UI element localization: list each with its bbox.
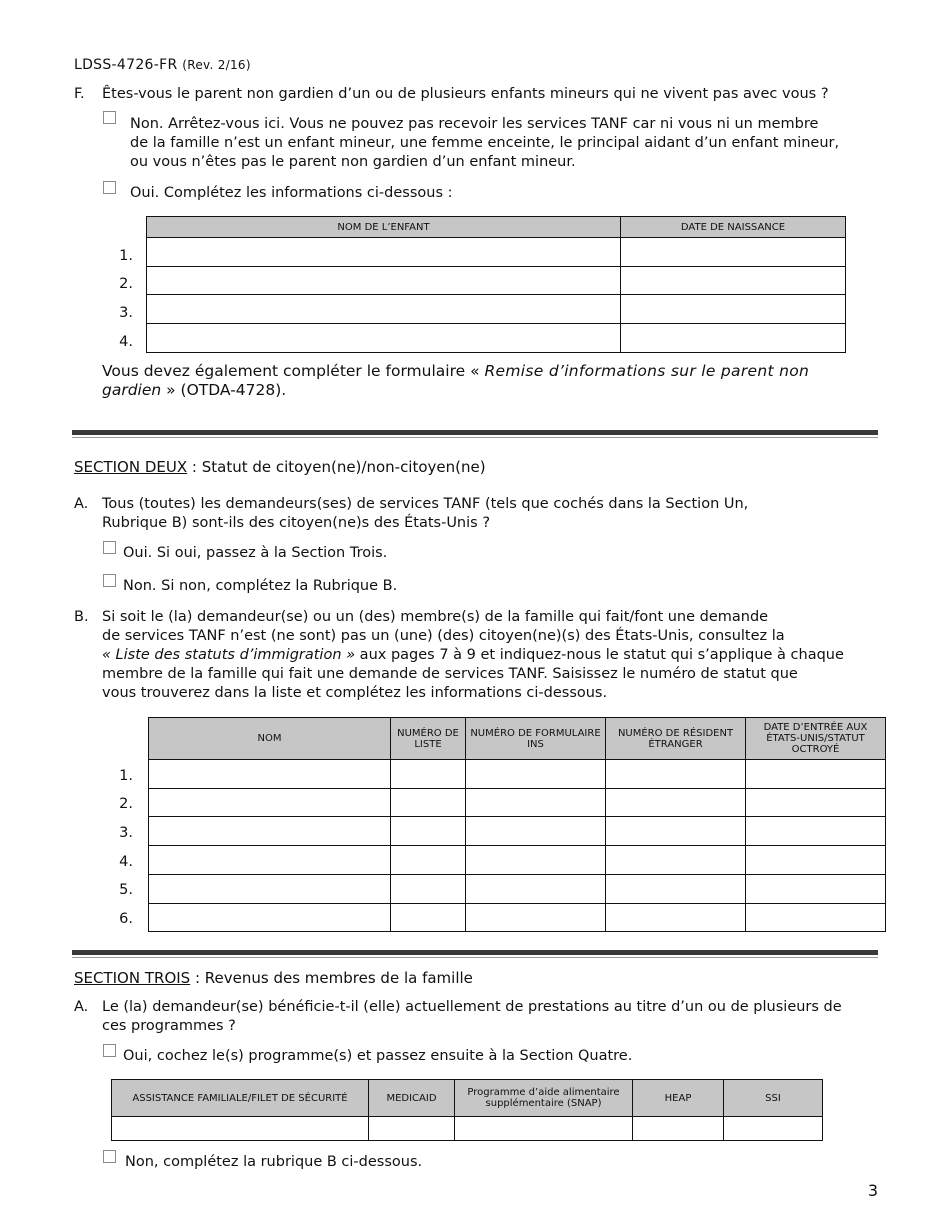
row-number: 5. [119, 882, 133, 898]
section-three-text: : Revenus des membres de la famille [190, 969, 473, 987]
entry-date-cell[interactable] [746, 875, 886, 904]
section-two-b-line-1: Si soit le (la) demandeur(se) ou un (des) membre(s) de la famille qui fait/font une demande [102, 609, 769, 625]
col-entry-date: DATE D’ENTRÉE AUX ÉTATS-UNIS/STATUT OCTROYÉ [746, 718, 886, 760]
section-two-yes-label: Oui. Si oui, passez à la Section Trois. [123, 545, 388, 561]
question-f-yes-label: Oui. Complétez les informations ci-dessous : [130, 185, 453, 201]
family-assistance-cell[interactable] [112, 1117, 369, 1141]
question-f-no-checkbox[interactable] [103, 111, 116, 127]
birth-date-cell[interactable] [621, 267, 846, 295]
col-birth-date: DATE DE NAISSANCE [621, 217, 846, 238]
snap-cell[interactable] [455, 1117, 633, 1141]
birth-date-cell[interactable] [621, 238, 846, 267]
col-name: NOM [149, 718, 391, 760]
list-number-cell[interactable] [391, 817, 466, 846]
question-f-letter: F. [74, 86, 85, 102]
list-number-cell[interactable] [391, 789, 466, 817]
row-number: 3. [119, 305, 133, 321]
section-divider [72, 430, 878, 435]
form-revision: (Rev. 2/16) [182, 58, 251, 72]
child-name-cell[interactable] [147, 238, 621, 267]
ins-number-cell[interactable] [466, 817, 606, 846]
immigration-table [148, 717, 886, 932]
ins-number-cell[interactable] [466, 846, 606, 875]
section-two-text: : Statut de citoyen(ne)/non-citoyen(ne) [187, 458, 486, 476]
name-cell[interactable] [149, 789, 391, 817]
question-f-text: Êtes-vous le parent non gardien d’un ou de plusieurs enfants mineurs qui ne vivent pas avec vous ? [102, 86, 829, 102]
entry-date-cell[interactable] [746, 789, 886, 817]
ins-number-cell[interactable] [466, 789, 606, 817]
row-number: 2. [119, 276, 133, 292]
section-two-b-line-4: membre de la famille qui fait une demande de services TANF. Saisissez le numéro de statut que [102, 666, 798, 682]
row-number: 2. [119, 796, 133, 812]
name-cell[interactable] [149, 846, 391, 875]
name-cell[interactable] [149, 760, 391, 789]
section-three-yes-label: Oui, cochez le(s) programme(s) et passez ensuite à la Section Quatre. [123, 1048, 633, 1064]
row-number: 6. [119, 911, 133, 927]
alien-number-cell[interactable] [606, 875, 746, 904]
section-two-b-line-2: de services TANF n’est (ne sont) pas un (une) (des) citoyen(ne)(s) des États-Unis, consultez la [102, 628, 785, 644]
col-alien-number: NUMÉRO DE RÉSIDENT ÉTRANGER [606, 718, 746, 760]
birth-date-cell[interactable] [621, 295, 846, 324]
alien-number-cell[interactable] [606, 760, 746, 789]
ncp-note [102, 362, 862, 400]
children-table [146, 216, 846, 353]
section-two-title [74, 458, 486, 476]
col-medicaid: MEDICAID [369, 1080, 455, 1117]
alien-number-cell[interactable] [606, 789, 746, 817]
col-family-assistance: ASSISTANCE FAMILIALE/FILET DE SÉCURITÉ [112, 1080, 369, 1117]
ncp-note-form-title: Remise d’informations sur le parent non [484, 362, 810, 380]
ncp-note-form-title-end: gardien [102, 381, 162, 399]
question-f-no-line-3: ou vous n’êtes pas le parent non gardien d’un enfant mineur. [130, 154, 576, 170]
section-three-yes-checkbox[interactable] [103, 1044, 116, 1060]
col-ssi: SSI [724, 1080, 823, 1117]
ins-number-cell[interactable] [466, 904, 606, 932]
col-ins-number: NUMÉRO DE FORMULAIRE INS [466, 718, 606, 760]
col-snap: Programme d’aide alimentaire supplémentaire (SNAP) [455, 1080, 633, 1117]
child-name-cell[interactable] [147, 324, 621, 353]
ncp-note-prefix: Vous devez également compléter le formulaire « [102, 362, 485, 380]
ssi-cell[interactable] [724, 1117, 823, 1141]
entry-date-cell[interactable] [746, 760, 886, 789]
row-number: 1. [119, 768, 133, 784]
section-two-a-line-1: Tous (toutes) les demandeurs(ses) de services TANF (tels que cochés dans la Section Un, [102, 496, 749, 512]
entry-date-cell[interactable] [746, 817, 886, 846]
section-three-label: SECTION TROIS [74, 969, 191, 987]
ncp-note-suffix: » (OTDA-4728). [161, 381, 287, 399]
row-number: 3. [119, 825, 133, 841]
programs-table [111, 1079, 823, 1141]
col-heap: HEAP [633, 1080, 724, 1117]
section-two-b-line-3 [102, 646, 844, 665]
question-f-no-line-2: de la famille n’est un enfant mineur, une femme enceinte, le principal aidant d’un enfant mineur, [130, 135, 840, 151]
medicaid-cell[interactable] [369, 1117, 455, 1141]
ins-number-cell[interactable] [466, 760, 606, 789]
name-cell[interactable] [149, 904, 391, 932]
page-number: 3 [867, 1181, 878, 1200]
section-two-no-checkbox[interactable] [103, 574, 116, 590]
form-id [74, 57, 251, 73]
section-two-b-letter: B. [74, 609, 89, 625]
list-number-cell[interactable] [391, 760, 466, 789]
alien-number-cell[interactable] [606, 904, 746, 932]
immigration-list-title: « Liste des statuts d’immigration » [102, 647, 356, 663]
name-cell[interactable] [149, 875, 391, 904]
list-number-cell[interactable] [391, 846, 466, 875]
col-list-number: NUMÉRO DE LISTE [391, 718, 466, 760]
section-three-a-line-2: ces programmes ? [102, 1018, 236, 1034]
list-number-cell[interactable] [391, 875, 466, 904]
section-two-no-label: Non. Si non, complétez la Rubrique B. [123, 578, 398, 594]
name-cell[interactable] [149, 817, 391, 846]
heap-cell[interactable] [633, 1117, 724, 1141]
form-id-code: LDSS-4726-FR [74, 57, 178, 73]
section-three-no-label: Non, complétez la rubrique B ci-dessous. [125, 1154, 423, 1170]
child-name-cell[interactable] [147, 267, 621, 295]
section-three-a-letter: A. [74, 999, 89, 1015]
alien-number-cell[interactable] [606, 817, 746, 846]
section-divider-thin [72, 957, 878, 958]
section-two-b-line-3-rest: aux pages 7 à 9 et indiquez-nous le statut qui s’applique à chaque [355, 647, 844, 663]
section-three-no-checkbox[interactable] [103, 1150, 116, 1166]
row-number: 1. [119, 248, 133, 264]
section-two-a-letter: A. [74, 496, 89, 512]
question-f-no-line-1: Non. Arrêtez-vous ici. Vous ne pouvez pas recevoir les services TANF car ni vous ni un membre [130, 116, 819, 132]
ins-number-cell[interactable] [466, 875, 606, 904]
section-two-a-line-2: Rubrique B) sont-ils des citoyen(ne)s des États-Unis ? [102, 515, 491, 531]
entry-date-cell[interactable] [746, 904, 886, 932]
section-two-label: SECTION DEUX [74, 458, 188, 476]
col-child-name: NOM DE L’ENFANT [147, 217, 621, 238]
list-number-cell[interactable] [391, 904, 466, 932]
section-two-yes-checkbox[interactable] [103, 541, 116, 557]
entry-date-cell[interactable] [746, 846, 886, 875]
section-three-title [74, 969, 473, 987]
row-number: 4. [119, 854, 133, 870]
question-f-yes-checkbox[interactable] [103, 181, 116, 197]
section-three-a-line-1: Le (la) demandeur(se) bénéficie-t-il (elle) actuellement de prestations au titre d’un ou de plusieurs de [102, 999, 842, 1015]
section-two-b-line-5: vous trouverez dans la liste et complétez les informations ci-dessous. [102, 685, 608, 701]
row-number: 4. [119, 334, 133, 350]
birth-date-cell[interactable] [621, 324, 846, 353]
section-divider [72, 950, 878, 955]
child-name-cell[interactable] [147, 295, 621, 324]
alien-number-cell[interactable] [606, 846, 746, 875]
section-divider-thin [72, 437, 878, 438]
